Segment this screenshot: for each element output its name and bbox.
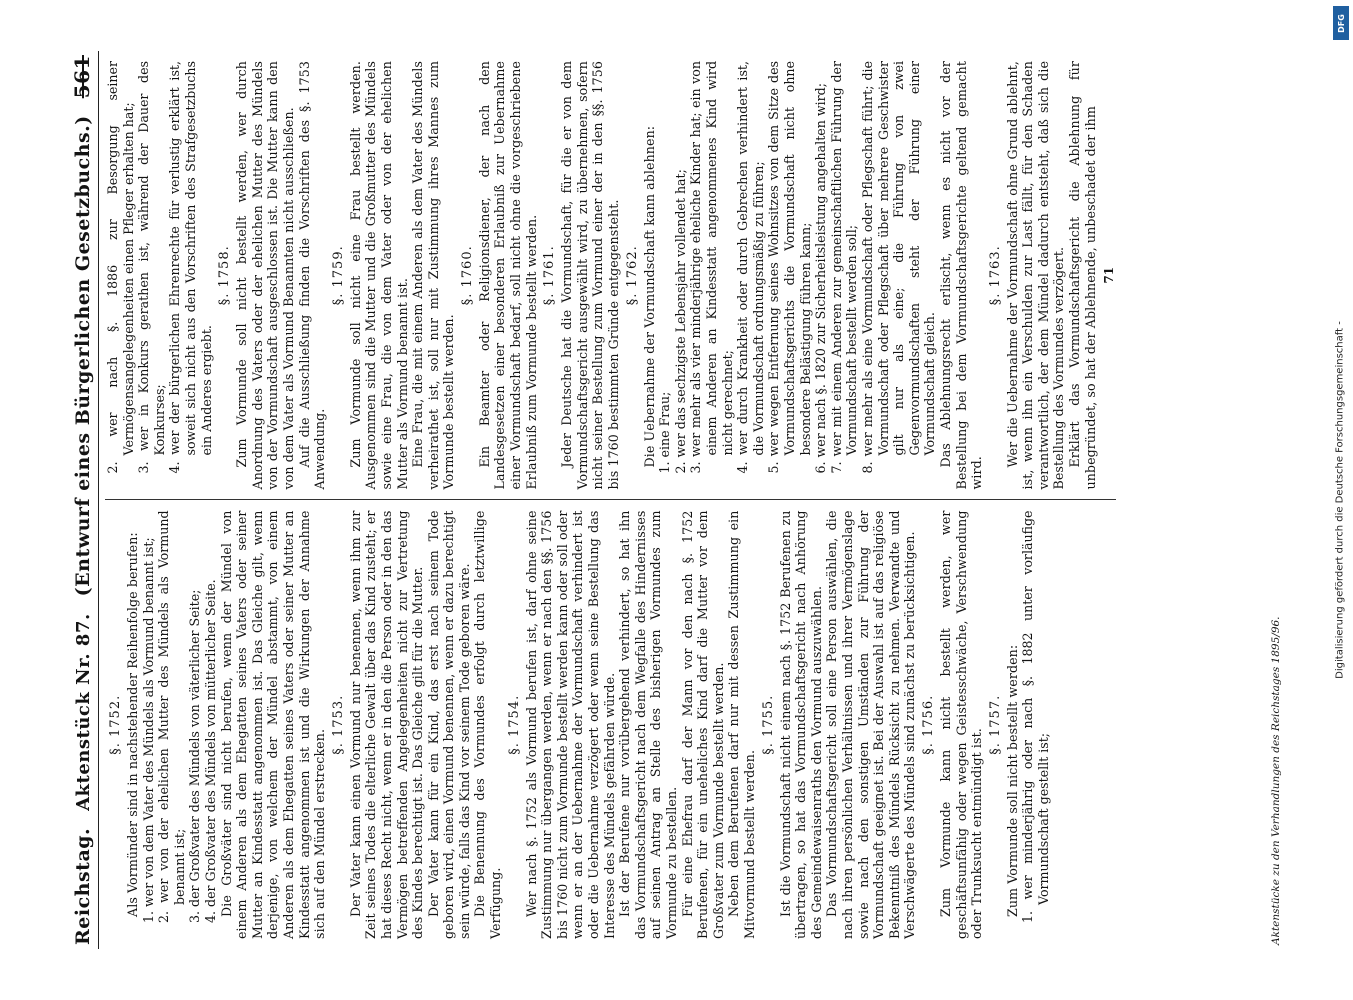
paragraph: Zum Vormunde soll nicht bestellt werden: xyxy=(1004,644,1020,917)
list-item: 8. wer mehr als eine Vormundschaft oder Pflegschaft führt; die Vormundschaft oder Pflegschaft über mehrere Geschwister gilt nur als eine; die Führung von zwei Gegenvormundschaften steht der Führung einer Vormundschaft gleich. xyxy=(859,61,938,474)
paragraph: Jeder Deutsche hat die Vormundschaft, für die er von dem Vormundschaftsgericht ausgewählt wird, zu übernehmen, sofern nicht seiner Bestellung zum Vormund einer der in den §§. 1756 bis 1760 bestimmten Gründe entgegensteht. xyxy=(559,61,622,490)
list-item: 6. wer nach §. 1820 zur Sicherheitsleistung angehalten wird; xyxy=(813,83,829,474)
paragraph: Der Vater kann für ein Kind, das erst nach seinem Tode geboren wird, einen Vormund benennen, wenn er dazu berechtigt sein würde, falls das Kind vor seinem Tode geboren wäre. xyxy=(425,510,472,939)
footnote: Aktenstücke zu den Verhandlungen des Reichstages 1895/96. xyxy=(1270,616,1282,945)
section-heading: §. 1759. xyxy=(330,245,346,306)
list-item: 1. wer minderjährig oder nach §. 1882 unter vorläufige Vormundschaft gestellt ist; xyxy=(1020,510,1051,923)
paragraph: Die Uebernahme der Vormundschaft kann ablehnen: xyxy=(641,125,657,468)
list-item: 2. wer das sechzigste Lebensjahr vollendet hat; xyxy=(672,169,688,474)
header-left: Reichstag. xyxy=(72,827,94,945)
list-item: 4. der Großvater des Mündels von mütterlicher Seite. xyxy=(202,579,218,923)
list-item: 5. wer wegen Entfernung seines Wohnsitzes von dem Sitze des Vormundschaftsgerichts die Vormundschaft nicht ohne besondere Belästigung führen kann; xyxy=(766,61,813,474)
paragraph: Zum Vormunde kann nicht bestellt werden, wer geschäftsunfähig oder wegen Geistesschwäche, Verschwendung oder Trunksucht entmündigt ist. xyxy=(937,510,985,939)
section-heading: §. 1754. xyxy=(506,694,522,755)
section-heading: §. 1762. xyxy=(624,245,640,306)
list-item: 4. wer durch Krankheit oder durch Gebrechen verhindert ist, die Vormundschaft ordnungsmäßig zu führen; xyxy=(735,61,766,474)
dfg-logo: DFG xyxy=(1333,6,1349,40)
paragraph: Zum Vormunde soll nicht bestellt werden, wer durch Anordnung des Vaters oder der ehelichen Mutter des Mündels von der Vormundschaft ausgeschlossen ist. Die Mutter kann den von dem Vater als Vormund Benannten nicht ausschließen. xyxy=(234,61,296,490)
credit-text: Digitalisierung gefördert durch die Deutsche Forschungsgemeinschaft - xyxy=(1334,321,1346,679)
paragraph: Das Vormundschaftsgericht soll eine Person auswählen, die nach ihren persönlichen Verhältnissen und ihrer Vermögenslage sowie nach den sonstigen Umständen zur Führung der Vormundschaft geeignet ist. Bei der Auswahl ist auf das religiöse Bekenntniß des Mündels Rücksicht zu nehmen. Verwandte und Verschwägerte des Mündels sind zunächst zu berücksichtigen. xyxy=(824,510,918,939)
page-number: 561 xyxy=(70,55,94,99)
paragraph: Wer nach §. 1752 als Vormund berufen ist, darf ohne seine Zustimmung nur übergangen werden, wenn er nach den §§. 1756 bis 1760 nicht zum Vormunde bestellt werden kann oder soll oder wenn er an der Uebernahme der Vormundschaft verhindert ist oder die Uebernahme verzögert oder wenn seine Bestellung das Interesse des Mündels gefährden würde. xyxy=(523,510,617,939)
section-heading: §. 1761. xyxy=(542,245,558,306)
section-heading: §. 1756. xyxy=(920,694,936,755)
signature-mark: 71 xyxy=(1102,266,1117,284)
list-item: 3. wer in Konkurs gerathen ist, während der Dauer des Konkurses; xyxy=(136,61,167,474)
right-column xyxy=(105,51,1116,500)
paragraph: Die Benennung des Vormundes erfolgt durch letztwillige Verfügung. xyxy=(472,510,504,939)
digitization-credit xyxy=(1333,40,1347,960)
list-item: 2. wer von der ehelichen Mutter des Mündels als Vormund benannt ist; xyxy=(156,510,187,923)
list-item: 7. wer mit einem Anderen zur gemeinschaftlichen Führung der Vormundschaft bestellt werden soll; xyxy=(828,61,860,474)
paragraph: Das Ablehnungsrecht erlischt, wenn es nicht vor der Bestellung bei dem Vormundschaftsgerichte geltend gemacht wird. xyxy=(937,61,985,490)
left-column xyxy=(105,500,1116,950)
section-heading: §. 1753. xyxy=(330,694,346,755)
rotated-page xyxy=(56,35,1296,965)
paragraph: Ist die Vormundschaft nicht einem nach §. 1752 Berufenen zu übertragen, so hat das Vormundschaftsgericht nach Anhörung des Gemeindewaisenraths den Vormund auszuwählen. xyxy=(777,510,824,939)
header-middle: Aktenstück Nr. 87. xyxy=(73,613,94,811)
paragraph: Der Vater kann einen Vormund nur benennen, wenn ihm zur Zeit seines Todes die elterliche Gewalt über das Kind zusteht; er hat dieses Recht nicht, wenn er in den die Person oder in den das Vermögen betreffenden Angelegenheiten nicht zur Vertretung des Kindes berechtigt ist. Das Gleiche gilt für die Mutter. xyxy=(347,510,426,939)
text-columns xyxy=(105,51,1116,949)
header-right: (Entwurf eines Bürgerlichen Gesetzbuchs.) xyxy=(72,115,94,597)
paragraph: Die Großväter sind nicht berufen, wenn der Mündel von einem Anderen als dem Ehegatten seines Vaters oder seiner Mutter an Kindesstatt angenommen ist. Das Gleiche gilt, wenn derjenige, von welchem der Mündel abstammt, von einem Anderen als dem Ehegatten seines Vaters oder seiner Mutter an Kindesstatt angenommen ist und die Wirkungen der Annahme sich auf den Mündel erstrecken. xyxy=(218,510,328,939)
section-heading: §. 1752. xyxy=(108,694,123,755)
paragraph: Ist der Berufene nur vorübergehend verhindert, so hat ihn das Vormundschaftsgericht nach dem Wegfalle des Hindernisses auf seinen Antrag an Stelle des bisherigen Vormundes zum Vormunde zu bestellen. xyxy=(617,510,679,939)
list-item: 4. wer der bürgerlichen Ehrenrechte für verlustig erklärt ist, soweit sich nicht aus den Vorschriften des Strafgesetzbuchs ein Anderes ergiebt. xyxy=(167,61,214,474)
list-item: 1. eine Frau; xyxy=(657,391,673,474)
section-heading: §. 1758. xyxy=(217,245,233,306)
paragraph: Ein Beamter oder Religionsdiener, der nach den Landesgesetzen einer besonderen Erlaubniß zur Uebernahme einer Vormundschaft bedarf, soll nicht ohne die vorgeschriebene Erlaubniß zum Vormunde bestellt werden. xyxy=(476,61,539,490)
paragraph: Neben dem Berufenen darf nur mit dessen Zustimmung ein Mitvormund bestellt werden. xyxy=(726,510,757,939)
paragraph: Eine Frau, die mit einem Anderen als dem Vater des Mündels verheirathet ist, soll nur mit Zustimmung ihres Mannes zum Vormunde bestellt werden. xyxy=(410,61,457,490)
section-heading: §. 1763. xyxy=(987,245,1003,306)
section-heading: §. 1760. xyxy=(459,245,475,306)
paragraph: Für eine Ehefrau darf der Mann vor den nach §. 1752 Berufenen, für ein uneheliches Kind darf die Mutter vor dem Großvater zum Vormunde bestellt werden. xyxy=(679,510,726,939)
paragraph: Zum Vormunde soll nicht eine Frau bestellt werden. Ausgenommen sind die Mutter und die Großmutter des Mündels sowie eine Frau, die von dem Vater oder von der ehelichen Mutter als Vormund benannt ist. xyxy=(347,61,410,490)
list-item: 2. wer nach §. 1886 zur Besorgung seiner Vermögensangelegenheiten einen Pfleger erhalten hat; xyxy=(105,61,136,474)
list-item: 3. der Großvater des Mündels von väterlicher Seite; xyxy=(187,589,203,923)
section-heading: §. 1757. xyxy=(987,694,1003,755)
page-header xyxy=(70,51,99,949)
paragraph: Als Vormünder sind in nachstehender Reihenfolge berufen: xyxy=(125,532,140,917)
paragraph: Wer die Uebernahme der Vormundschaft ohne Grund ablehnt, ist, wenn ihn ein Verschulden zur Last fällt, für den Schaden verantwortlich, der dem Mündel dadurch entsteht, daß sich die Bestellung des Vormundes verzögert. xyxy=(1004,61,1067,490)
list-item: 1. wer von dem Vater des Mündels als Vormund benannt ist; xyxy=(140,537,156,923)
list-item: 3. wer mehr als vier minderjährige eheliche Kinder hat; ein von einem Anderen an Kindesstatt angenommenes Kind wird nicht gerechnet; xyxy=(688,61,735,474)
paragraph: Erklärt das Vormundschaftsgericht die Ablehnung für unbegründet, so hat der Ablehnende, unbeschadet der ihm xyxy=(1067,61,1098,490)
section-heading: §. 1755. xyxy=(760,694,776,755)
paragraph: Auf die Ausschließung finden die Vorschriften des §. 1753 Anwendung. xyxy=(296,61,328,490)
